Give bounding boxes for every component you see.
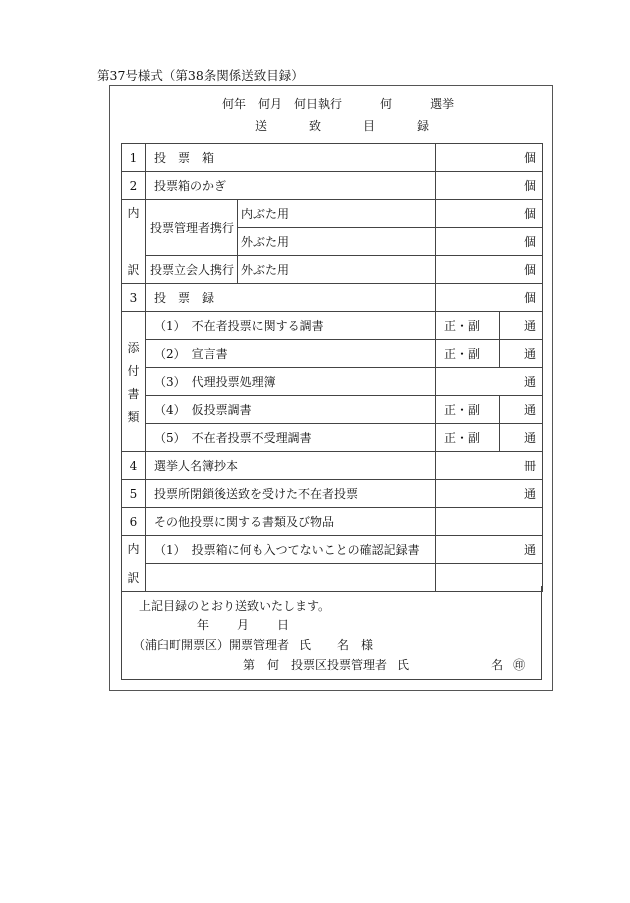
form-title — [255, 117, 429, 134]
election-header — [222, 95, 454, 112]
table-row — [122, 368, 543, 396]
row-unit: 通 — [500, 424, 543, 452]
sender-title: 投票区投票管理者 — [291, 658, 388, 672]
table-row — [122, 340, 543, 368]
date-month: 月 — [237, 618, 250, 632]
seal-mark: ㊞ — [513, 658, 526, 672]
row-label: 投票箱のかぎ — [146, 172, 436, 200]
table-row — [122, 536, 543, 564]
breakdown-label — [122, 200, 146, 284]
addressee-mei: 名 — [337, 638, 350, 652]
table-row — [122, 480, 543, 508]
row-unit: 個 — [436, 172, 543, 200]
row-unit: 個 — [436, 256, 543, 284]
inventory-table — [121, 143, 543, 592]
sub-label: 外ぶた用 — [238, 256, 436, 284]
breakdown-bottom: 訳 — [127, 263, 140, 277]
breakdown-item: （1） 投票箱に何も入つてないことの確認記録書 — [146, 536, 436, 564]
date-year: 年 — [197, 618, 210, 632]
table-row — [122, 508, 543, 536]
row-unit: 個 — [436, 144, 543, 172]
addressee-sama: 様 — [361, 638, 374, 652]
row-label: その他投票に関する書類及び物品 — [146, 508, 436, 536]
attachment-item: （2） 宣言書 — [146, 340, 436, 368]
form-caption: 第37号様式（第38条関係送致目録） — [97, 68, 304, 83]
row-number: 6 — [122, 508, 146, 536]
copy-note: 正・副 — [436, 312, 500, 340]
breakdown-label — [122, 536, 146, 592]
row-number: 2 — [122, 172, 146, 200]
row-number: 1 — [122, 144, 146, 172]
date-line — [197, 616, 289, 633]
copy-note: 正・副 — [436, 424, 500, 452]
header-day: 何日執行 — [294, 97, 343, 111]
breakdown-top: 内 — [127, 542, 140, 556]
addressee-title: （浦臼町開票区）開票管理者 — [133, 638, 290, 652]
header-year: 何年 — [222, 97, 247, 111]
header-what: 何 — [380, 97, 393, 111]
attachments-label — [122, 312, 146, 452]
copy-note: 正・副 — [436, 340, 500, 368]
breakdown-top: 内 — [127, 206, 140, 220]
table-row — [122, 172, 543, 200]
row-label: 投票所閉鎖後送致を受けた不在者投票 — [146, 480, 436, 508]
title-char: 致 — [309, 119, 322, 133]
sender-mei: 名 — [491, 658, 504, 672]
addressee-shi: 氏 — [299, 638, 312, 652]
row-unit: 個 — [436, 228, 543, 256]
attachment-item: （5） 不在者投票不受理調書 — [146, 424, 436, 452]
row-unit: 個 — [436, 284, 543, 312]
title-char: 目 — [363, 119, 376, 133]
row-label: 投 票 箱 — [146, 144, 436, 172]
row-number: 3 — [122, 284, 146, 312]
row-unit: 通 — [500, 312, 543, 340]
sender-dai: 第 — [243, 658, 256, 672]
attach-char: 書 — [127, 386, 140, 401]
row-unit: 通 — [436, 368, 543, 396]
copy-note: 正・副 — [436, 396, 500, 424]
table-row — [122, 452, 543, 480]
date-day: 日 — [277, 618, 290, 632]
row-label: 選挙人名簿抄本 — [146, 452, 436, 480]
row-label: 投 票 録 — [146, 284, 436, 312]
attach-char: 添 — [127, 340, 140, 355]
table-row — [122, 256, 543, 284]
row-unit: 通 — [500, 396, 543, 424]
sub-label: 内ぶた用 — [238, 200, 436, 228]
row-unit: 通 — [436, 536, 543, 564]
table-row — [122, 424, 543, 452]
table-row — [122, 200, 543, 228]
table-row — [122, 396, 543, 424]
attachment-item: （4） 仮投票調書 — [146, 396, 436, 424]
header-election: 選挙 — [430, 97, 455, 111]
group-label: 投票管理者携行 — [146, 200, 238, 256]
header-month: 何月 — [258, 97, 283, 111]
row-unit: 通 — [500, 340, 543, 368]
row-number: 4 — [122, 452, 146, 480]
title-char: 録 — [417, 119, 430, 133]
row-unit: 冊 — [436, 452, 543, 480]
row-unit: 通 — [436, 480, 543, 508]
sender-nani: 何 — [267, 658, 280, 672]
sub-label: 外ぶた用 — [238, 228, 436, 256]
breakdown-bottom: 訳 — [127, 571, 140, 585]
transfer-statement: 上記目録のとおり送致いたします。 — [139, 599, 331, 613]
attachment-item: （1） 不在者投票に関する調書 — [146, 312, 436, 340]
attachment-item: （3） 代理投票処理簿 — [146, 368, 436, 396]
title-char: 送 — [255, 119, 268, 133]
row-unit — [436, 508, 543, 536]
table-row — [122, 144, 543, 172]
sender-line — [243, 656, 525, 673]
row-unit: 個 — [436, 200, 543, 228]
table-row — [122, 312, 543, 340]
table-row — [122, 284, 543, 312]
attach-char: 類 — [127, 409, 140, 424]
group-label: 投票立会人携行 — [146, 256, 238, 284]
row-number: 5 — [122, 480, 146, 508]
attach-char: 付 — [127, 363, 140, 378]
addressee-line — [133, 636, 373, 653]
sender-shi: 氏 — [397, 658, 410, 672]
